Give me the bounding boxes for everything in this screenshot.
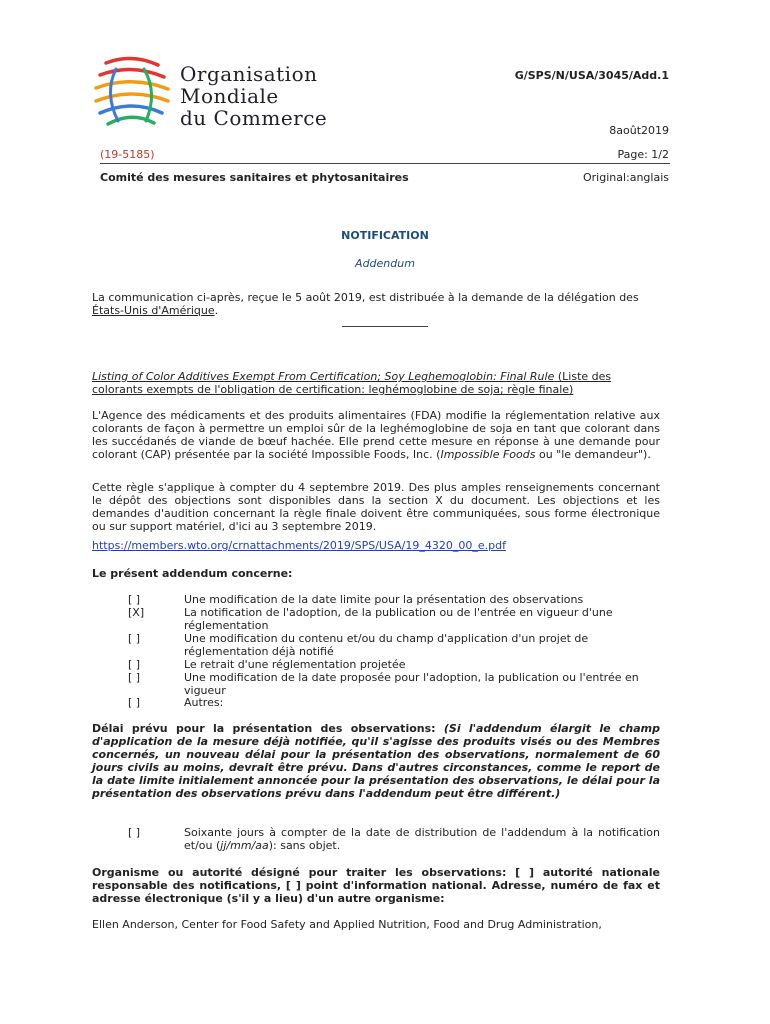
delegation-name: États-Unis d'Amérique [92, 304, 215, 317]
intro-paragraph: La communication ci-après, reçue le 5 août 2019, est distribuée à la demande de la délégation des États-Unis d'Amérique. [92, 291, 639, 317]
addendum-subtitle: Addendum [355, 257, 415, 270]
checkbox-6: [ ] [128, 696, 141, 709]
checkbox-5: [ ] [128, 671, 141, 684]
item-6-text: Autres: [184, 696, 224, 709]
checkbox-4: [ ] [128, 658, 141, 671]
item-2-text: La notification de l'adoption, de la publication ou de l'entrée en vigueur d'une réglementation [184, 606, 613, 632]
org-line-3: du Commerce [180, 106, 328, 130]
item-1-text: Une modification de la date limite pour la présentation des observations [184, 593, 584, 606]
separator-line [342, 326, 428, 327]
deadline-paragraph: Délai prévu pour la présentation des observations: (Si l'addendum élargit le champ d'application de la mesure déjà notifiée, qu'il s'agisse des produits visés ou des Membres concernés, un nouveau délai pour la présentation des observations, normalement de 60 jours civils au moins, devrait être prévu. Dans d'autres circonstances, comme le report de la date limite initialement annoncée pour la présentation des observations, le délai pour la présentation des observations prévu dans l'addendum peut être différent.) [92, 722, 660, 800]
document-number: (19-5185) [100, 148, 155, 161]
document-date: 8août2019 [609, 124, 669, 137]
rule-title-french: (Liste des colorants exempts de l'obligation de certification: leghémoglobine de soja; règle finale) [92, 370, 612, 396]
org-line-1: Organisation [180, 62, 318, 86]
item-4-text: Le retrait d'une réglementation projetée [184, 658, 406, 671]
attachment-link[interactable]: https://members.wto.org/crnattachments/2019/SPS/USA/19_4320_00_e.pdf [92, 539, 506, 552]
page-number: Page: 1/2 [617, 148, 669, 161]
item-5-text: Une modification de la date proposée pour l'adoption, la publication ou l'entrée en vigueur [184, 671, 639, 697]
rule-title-english: Listing of Color Additives Exempt From Certification; Soy Leghemoglobin: Final Rule [92, 370, 555, 383]
checkbox-2: [X] [128, 606, 145, 619]
wto-logo-icon [92, 55, 172, 130]
agency-paragraph: Organisme ou autorité désigné pour traiter les observations: [ ] autorité nationale responsable des notifications, [ ] point d'information national. Adresse, numéro de fax et adresse électronique (s'il y a lieu) d'un autre organisme: [92, 866, 660, 905]
item-3-text: Une modification du contenu et/ou du champ d'application d'un projet de réglementation déjà notifié [184, 632, 589, 658]
header-divider [100, 163, 670, 164]
committee-name: Comité des mesures sanitaires et phytosanitaires [100, 171, 409, 184]
sixty-days-text: Soixante jours à compter de la date de distribution de l'addendum à la notification et/ou (jj/mm/aa): sans objet. [184, 826, 660, 852]
checkbox-1: [ ] [128, 593, 141, 606]
original-language: Original:anglais [582, 171, 669, 184]
checkbox-3: [ ] [128, 632, 141, 645]
organization-name [180, 64, 327, 130]
notification-title: NOTIFICATION [341, 229, 429, 242]
concerns-heading: Le présent addendum concerne: [92, 567, 293, 580]
contact-line: Ellen Anderson, Center for Food Safety and Applied Nutrition, Food and Drug Administration, [92, 918, 602, 931]
rule-title [92, 370, 660, 396]
date-paragraph: Cette règle s'applique à compter du 4 septembre 2019. Des plus amples renseignements concernant le dépôt des objections sont disponibles dans la section X du document. Les objections et les demandes d'audition concernant la règle finale doivent être communiquées, sous forme électronique ou sur support matériel, d'ici au 3 septembre 2019. [92, 481, 660, 533]
org-line-2: Mondiale [180, 84, 279, 108]
document-symbol: G/SPS/N/USA/3045/Add.1 [514, 69, 669, 82]
description-paragraph: L'Agence des médicaments et des produits alimentaires (FDA) modifie la réglementation relative aux colorants de façon à permettre un emploi sûr de la leghémoglobine de soja en tant que colorant dans les succédanés de viande de bœuf hachée. Elle prend cette mesure en réponse à une demande pour colorant (CAP) présentée par la société Impossible Foods, Inc. (Impossible Foods ou "le demandeur"). [92, 409, 660, 461]
sixty-days-checkbox: [ ] [128, 826, 141, 839]
